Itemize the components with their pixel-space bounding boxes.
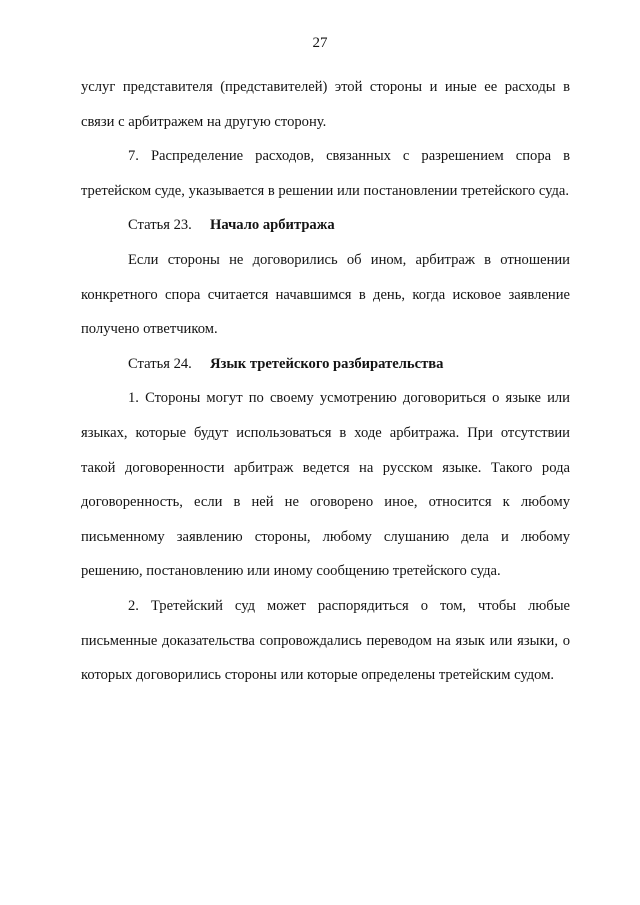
article-heading <box>81 347 570 382</box>
article-heading <box>81 208 570 243</box>
paragraph: 1. Стороны могут по своему усмотрению договориться о языке или языках, которые будут использоваться в ходе арбитража. При отсутствии такой договоренности арбитраж ведется на русском языке. Такого рода договоренность, если в ней не оговорено иное, относится к любому письменному заявлению стороны, любому слушанию дела и любому решению, постановлению или иному сообщению третейского суда. <box>81 390 570 580</box>
paragraph: 7. Распределение расходов, связанных с разрешением спора в третейском суде, указывается в решении или постановлении третейского суда. <box>81 148 570 199</box>
paragraph: Если стороны не договорились об ином, арбитраж в отношении конкретного спора считается начавшимся в день, когда исковое заявление получено ответчиком. <box>81 251 570 338</box>
page-number: 27 <box>312 35 328 51</box>
article-title: Начало арбитража <box>210 217 335 234</box>
article-number: Статья 23. <box>128 217 192 234</box>
paragraph: услуг представителя (представителей) этой стороны и иные ее расходы в связи с арбитражем на другую сторону. <box>81 79 570 130</box>
article-title: Язык третейского разбирательства <box>210 355 444 372</box>
article-number: Статья 24. <box>128 355 192 372</box>
paragraph: 2. Третейский суд может распорядиться о том, чтобы любые письменные доказательства сопровождались переводом на язык или языки, о которых договорились стороны или которые определены третейским судом. <box>81 597 570 684</box>
document-body <box>81 70 570 693</box>
